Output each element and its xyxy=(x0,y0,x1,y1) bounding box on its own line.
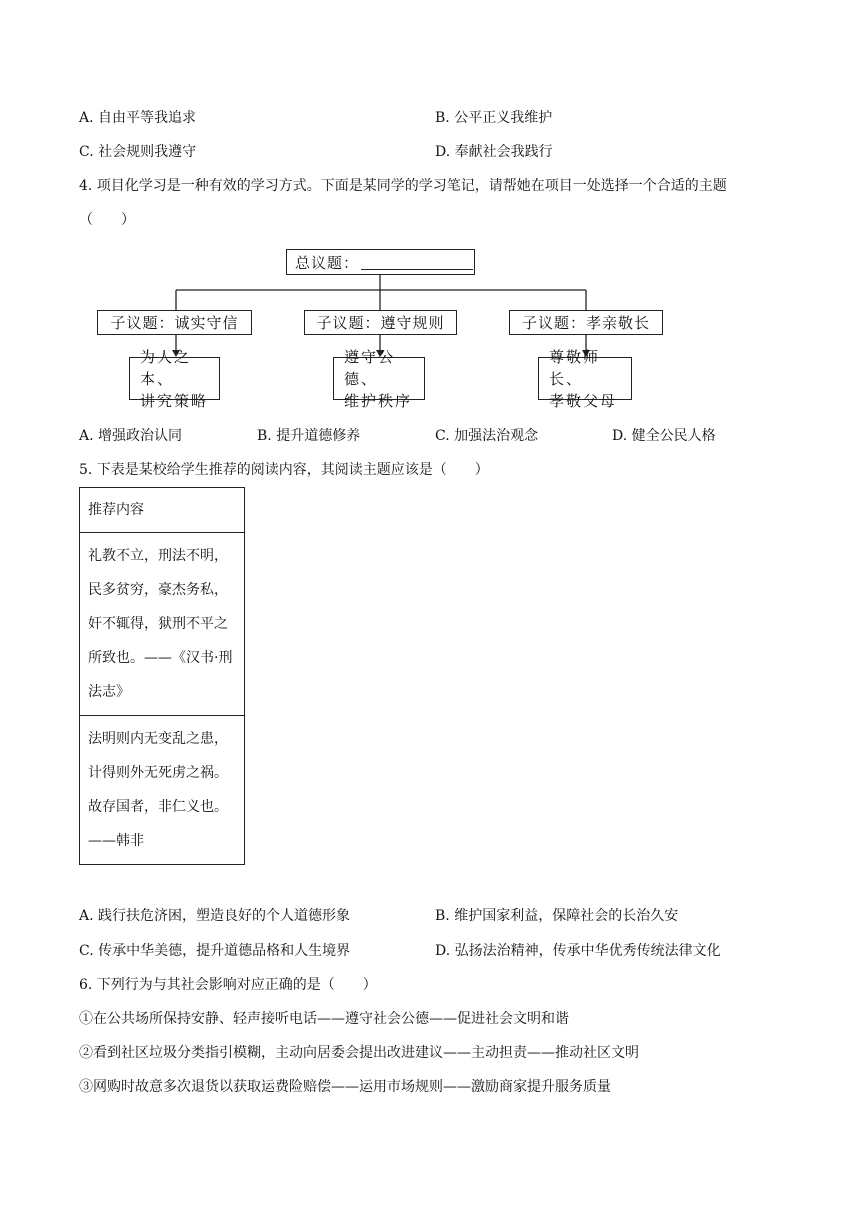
sub-topic-box-1 xyxy=(97,310,252,335)
q3-option-c: C. 社会规则我遵守 xyxy=(79,144,197,160)
q6-stem: 6. 下列行为与其社会影响对应正确的是（ ） xyxy=(79,977,377,993)
q5-option-c: C. 传承中华美德，提升道德品格和人生境界 xyxy=(79,943,351,959)
table-row xyxy=(80,716,245,865)
leaf-1-line-2: 讲究策略 xyxy=(140,391,209,410)
q6-item-1: ①在公共场所保持安静、轻声接听电话——遵守社会公德——促进社会文明和谐 xyxy=(79,1011,569,1027)
q3-option-d: D. 奉献社会我践行 xyxy=(435,144,553,160)
q5-option-a: A. 践行扶危济困，塑造良好的个人道德形象 xyxy=(79,908,351,924)
leaf-box-1 xyxy=(129,347,220,410)
root-topic-box xyxy=(286,249,475,275)
sub-topic-label-1: 子议题：诚实守信 xyxy=(110,314,239,332)
leaf-box-3 xyxy=(538,347,632,410)
leaf-3-line-2: 孝敬父母 xyxy=(549,391,618,410)
sub-topic-label-2: 子议题：遵守规则 xyxy=(316,314,445,332)
q5-option-b: B. 维护国家利益，保障社会的长治久安 xyxy=(435,908,679,924)
recommended-reading-table xyxy=(79,487,245,865)
q3-option-a: A. 自由平等我追求 xyxy=(79,110,197,126)
leaf-1-line-1: 为人之本、 xyxy=(140,347,192,388)
table-row xyxy=(80,488,245,533)
q4-option-d: D. 健全公民人格 xyxy=(612,428,716,444)
q6-item-2: ②看到社区垃圾分类指引模糊，主动向居委会提出改进建议——主动担责——推动社区文明 xyxy=(79,1045,639,1061)
leaf-box-2 xyxy=(333,347,425,410)
q4-option-a: A. 增强政治认同 xyxy=(79,428,183,444)
q4-option-b: B. 提升道德修养 xyxy=(257,428,361,444)
sub-topic-label-3: 子议题：孝亲敬长 xyxy=(521,314,650,332)
table-cell-quote-1: 礼教不立，刑法不明，民多贫穷，豪杰务私，奸不辄得，狱刑不平之所致也。——《汉书·刑法志》 xyxy=(80,533,245,716)
q5-stem: 5. 下表是某校给学生推荐的阅读内容，其阅读主题应该是（ ） xyxy=(79,462,489,478)
q4-answer-paren: （ ） xyxy=(79,212,135,228)
q6-item-3: ③网购时故意多次退货以获取运费险赔偿——运用市场规则——激励商家提升服务质量 xyxy=(79,1079,611,1095)
sub-topic-box-2 xyxy=(304,310,457,335)
q5-option-d: D. 弘扬法治精神，传承中华优秀传统法律文化 xyxy=(435,943,721,959)
q4-option-c: C. 加强法治观念 xyxy=(435,428,539,444)
table-header-cell: 推荐内容 xyxy=(80,488,245,533)
table-row xyxy=(80,533,245,716)
root-topic-blank xyxy=(361,255,473,270)
table-cell-quote-2: 法明则内无变乱之患，计得则外无死虏之祸。故存国者，非仁义也。——韩非 xyxy=(80,716,245,865)
sub-topic-box-3 xyxy=(509,310,663,335)
leaf-3-line-1: 尊敬师长、 xyxy=(549,347,601,388)
leaf-2-line-1: 遵守公德、 xyxy=(344,347,396,388)
q3-option-b: B. 公平正义我维护 xyxy=(435,110,553,126)
root-topic-label: 总议题： xyxy=(295,253,360,272)
q4-stem: 4. 项目化学习是一种有效的学习方式。下面是某同学的学习笔记，请帮她在项目一处选择一个合适的主题 xyxy=(79,178,727,194)
leaf-2-line-2: 维护秩序 xyxy=(344,391,413,410)
